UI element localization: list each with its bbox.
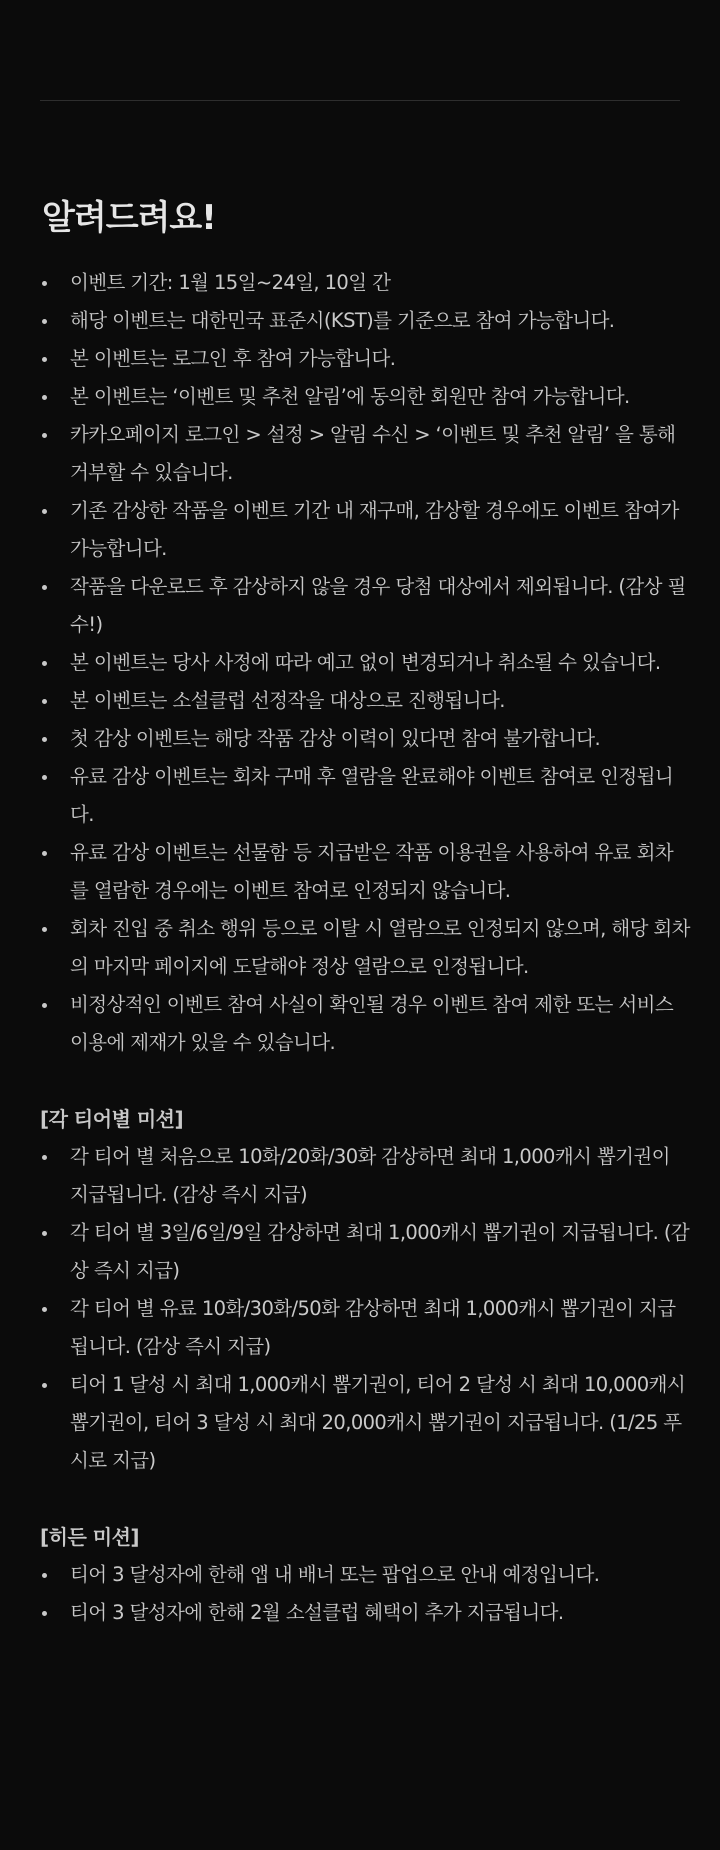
list-item: 기존 감상한 작품을 이벤트 기간 내 재구매, 감상할 경우에도 이벤트 참여가 가능합니다. — [40, 492, 690, 568]
list-item: 본 이벤트는 ‘이벤트 및 추천 알림’에 동의한 회원만 참여 가능합니다. — [40, 378, 690, 416]
list-item: 본 이벤트는 소설클럽 선정작을 대상으로 진행됩니다. — [40, 682, 690, 720]
list-item: 각 티어 별 3일/6일/9일 감상하면 최대 1,000캐시 뽑기권이 지급됩니다. (감상 즉시 지급) — [40, 1214, 690, 1290]
list-item: 비정상적인 이벤트 참여 사실이 확인될 경우 이벤트 참여 제한 또는 서비스 이용에 제재가 있을 수 있습니다. — [40, 986, 690, 1062]
list-item: 티어 3 달성자에 한해 앱 내 배너 또는 팝업으로 안내 예정입니다. — [40, 1556, 690, 1594]
list-item: 본 이벤트는 로그인 후 참여 가능합니다. — [40, 340, 690, 378]
list-item: 각 티어 별 처음으로 10화/20화/30화 감상하면 최대 1,000캐시 뽑기권이 지급됩니다. (감상 즉시 지급) — [40, 1138, 690, 1214]
list-item: 회차 진입 중 취소 행위 등으로 이탈 시 열람으로 인정되지 않으며, 해당 회차의 마지막 페이지에 도달해야 정상 열람으로 인정됩니다. — [40, 910, 690, 986]
list-item: 각 티어 별 유료 10화/30화/50화 감상하면 최대 1,000캐시 뽑기권이 지급됩니다. (감상 즉시 지급) — [40, 1290, 690, 1366]
tier-mission-list — [40, 1138, 690, 1480]
general-notice-list — [40, 264, 690, 1062]
list-item: 유료 감상 이벤트는 회차 구매 후 열람을 완료해야 이벤트 참여로 인정됩니다. — [40, 758, 690, 834]
hidden-mission-list — [40, 1556, 690, 1632]
notice-content — [40, 264, 690, 1632]
hidden-mission-heading: [히든 미션] — [40, 1525, 140, 1549]
tier-mission-heading: [각 티어별 미션] — [40, 1107, 184, 1131]
list-item: 유료 감상 이벤트는 선물함 등 지급받은 작품 이용권을 사용하여 유료 회차를 열람한 경우에는 이벤트 참여로 인정되지 않습니다. — [40, 834, 690, 910]
list-item: 티어 3 달성자에 한해 2월 소설클럽 혜택이 추가 지급됩니다. — [40, 1594, 690, 1632]
list-item: 첫 감상 이벤트는 해당 작품 감상 이력이 있다면 참여 불가합니다. — [40, 720, 690, 758]
list-item: 작품을 다운로드 후 감상하지 않을 경우 당첨 대상에서 제외됩니다. (감상 필수!) — [40, 568, 690, 644]
list-item: 티어 1 달성 시 최대 1,000캐시 뽑기권이, 티어 2 달성 시 최대 10,000캐시 뽑기권이, 티어 3 달성 시 최대 20,000캐시 뽑기권이 지급됩니다. (1/25 푸시로 지급) — [40, 1366, 690, 1480]
list-item: 카카오페이지 로그인 > 설정 > 알림 수신 > ‘이벤트 및 추천 알림’ 을 통해 거부할 수 있습니다. — [40, 416, 690, 492]
list-item: 본 이벤트는 당사 사정에 따라 예고 없이 변경되거나 취소될 수 있습니다. — [40, 644, 690, 682]
list-item: 해당 이벤트는 대한민국 표준시(KST)를 기준으로 참여 가능합니다. — [40, 302, 690, 340]
top-divider — [40, 100, 680, 101]
list-item: 이벤트 기간: 1월 15일~24일, 10일 간 — [40, 264, 690, 302]
notice-title: 알려드려요! — [42, 198, 216, 238]
